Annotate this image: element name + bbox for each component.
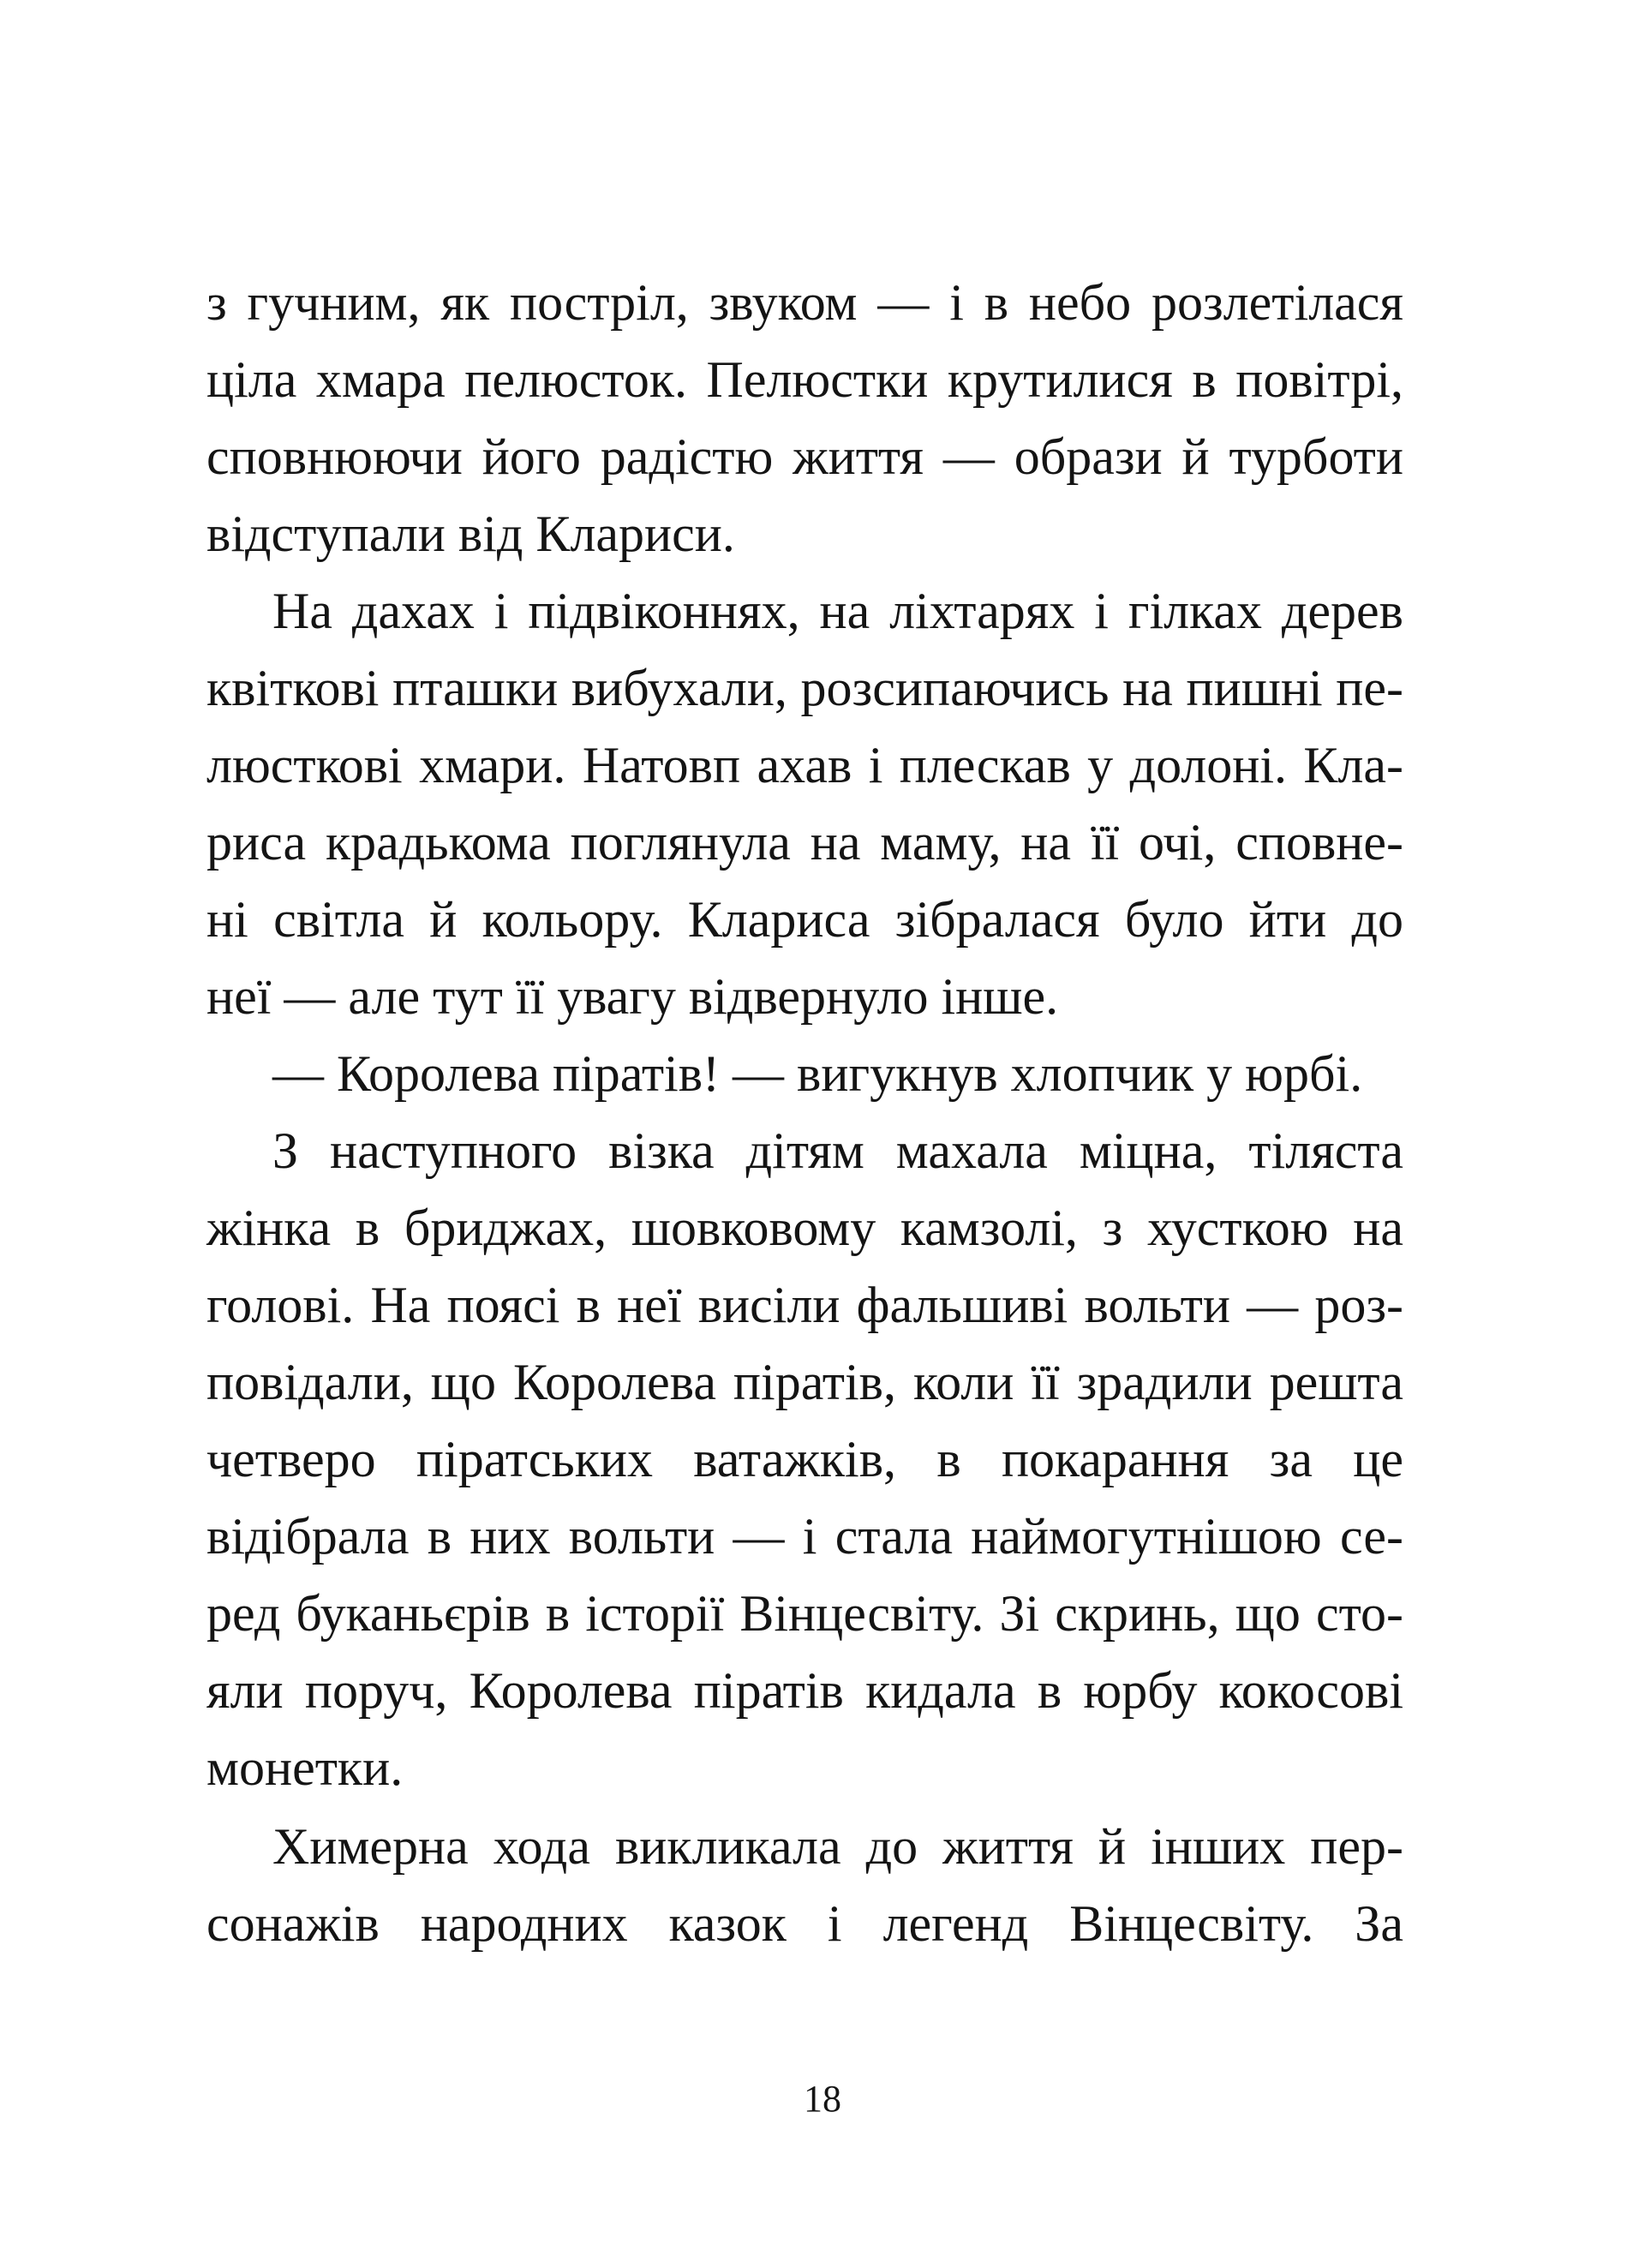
text-line: люсткові хмари. Натовп ахав і плескав у долоні. Кла-	[206, 737, 1403, 793]
text-line: ред буканьєрів в історії Вінцесвіту. Зі скринь, що сто-	[206, 1585, 1403, 1642]
text-line: квіткові пташки вибухали, розсипаючись на пишні пе-	[206, 660, 1403, 716]
text-line: На дахах і підвіконнях, на ліхтарях і гілках дерев	[272, 583, 1403, 639]
text-line: З наступного візка дітям махала міцна, тіляста	[272, 1122, 1403, 1179]
text-line: відібрала в них вольти — і стала наймогутнішою се-	[206, 1508, 1403, 1565]
text-line: повідали, що Королева піратів, коли її зрадили решта	[206, 1354, 1403, 1410]
text-line: риса крадькома поглянула на маму, на її очі, сповне-	[206, 814, 1403, 871]
text-line: — Королева піратів! — вигукнув хлопчик у юрбі.	[272, 1045, 1363, 1102]
text-line: відступали від Клариси.	[206, 506, 735, 562]
text-line: Химерна хода викликала до життя й інших пер-	[272, 1818, 1403, 1875]
text-line: з гучним, як постріл, звуком — і в небо розлетілася	[206, 274, 1403, 331]
text-line: монетки.	[206, 1739, 404, 1796]
text-line: голові. На поясі в неї висіли фальшиві вольти — роз-	[206, 1277, 1403, 1333]
text-line: яли поруч, Королева піратів кидала в юрбу кокосові	[206, 1662, 1403, 1719]
text-line: ні світла й кольору. Клариса зібралася було йти до	[206, 891, 1403, 948]
text-line: четверо піратських ватажків, в покарання за це	[206, 1431, 1403, 1487]
text-line: неї — але тут її увагу відвернуло інше.	[206, 968, 1059, 1025]
page-number: 18	[804, 2078, 841, 2120]
text-line: сонажів народних казок і легенд Вінцесвіту. За	[206, 1895, 1403, 1952]
text-line: ціла хмара пелюсток. Пелюстки крутилися в повітрі,	[206, 351, 1403, 408]
text-line: сповнюючи його радістю життя — образи й турботи	[206, 428, 1403, 485]
text-line: жінка в бриджах, шовковому камзолі, з хусткою на	[206, 1200, 1403, 1256]
